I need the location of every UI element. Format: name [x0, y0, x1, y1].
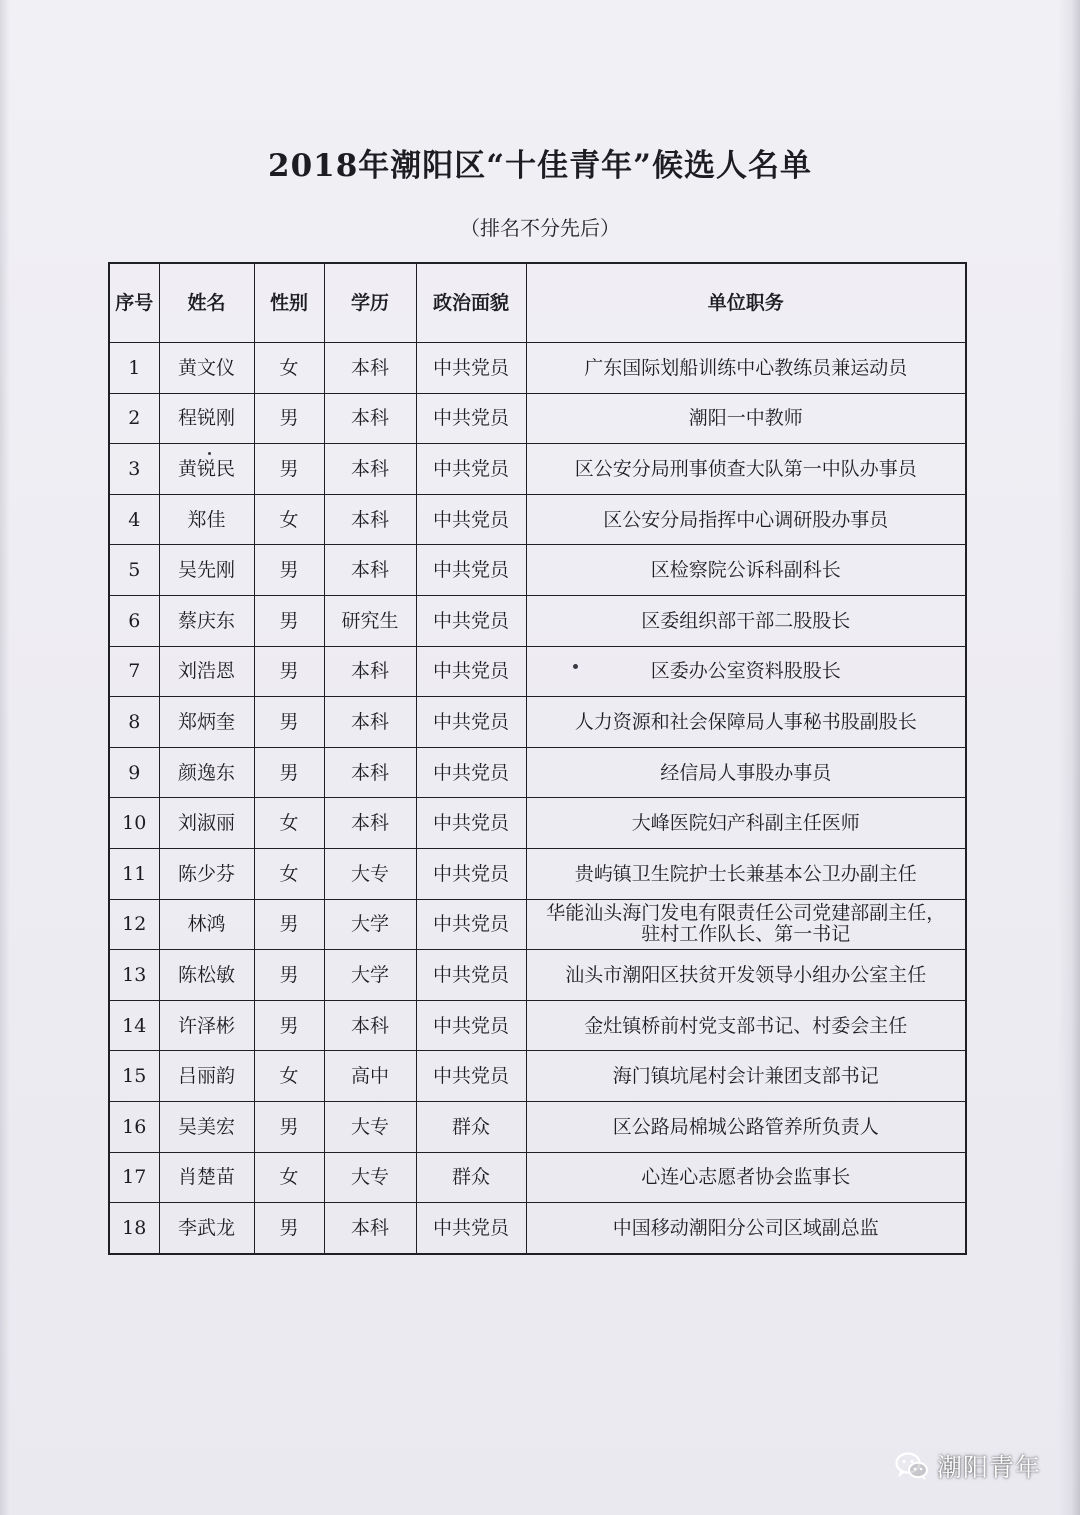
- cell-name: 黄锐民: [159, 444, 254, 495]
- table-row: [109, 343, 966, 394]
- cell-name: 郑佳: [159, 494, 254, 545]
- header-sex: 性别: [254, 263, 324, 343]
- cell-political-status: 中共党员: [416, 595, 526, 646]
- cell-position: 人力资源和社会保障局人事秘书股副股长: [526, 697, 966, 748]
- header-name: 姓名: [159, 263, 254, 343]
- cell-name: 刘淑丽: [159, 798, 254, 849]
- table-row: [109, 1152, 966, 1203]
- cell-education: 大学: [324, 950, 416, 1001]
- cell-political-status: 群众: [416, 1101, 526, 1152]
- table-row: [109, 747, 966, 798]
- cell-position: 潮阳一中教师: [526, 393, 966, 444]
- cell-position: 区公路局棉城公路管养所负责人: [526, 1101, 966, 1152]
- cell-political-status: 中共党员: [416, 697, 526, 748]
- cell-education: 本科: [324, 747, 416, 798]
- cell-name: 刘浩恩: [159, 646, 254, 697]
- cell-sex: 男: [254, 697, 324, 748]
- cell-political-status: 中共党员: [416, 1051, 526, 1102]
- cell-education: 大学: [324, 899, 416, 950]
- table-row: [109, 848, 966, 899]
- table-row: [109, 494, 966, 545]
- table-row: [109, 545, 966, 596]
- table-row: [109, 697, 966, 748]
- cell-name: 黄文仪: [159, 343, 254, 394]
- cell-political-status: 中共党员: [416, 494, 526, 545]
- cell-education: 高中: [324, 1051, 416, 1102]
- cell-political-status: 中共党员: [416, 747, 526, 798]
- cell-position: 广东国际划船训练中心教练员兼运动员: [526, 343, 966, 394]
- cell-name: 蔡庆东: [159, 595, 254, 646]
- header-position: 单位职务: [526, 263, 966, 343]
- header-no: 序号: [109, 263, 159, 343]
- wechat-icon: [895, 1451, 929, 1481]
- cell-education: 本科: [324, 1203, 416, 1254]
- cell-sex: 男: [254, 393, 324, 444]
- cell-position: 区公安分局刑事侦查大队第一中队办事员: [526, 444, 966, 495]
- table-row: [109, 595, 966, 646]
- cell-education: 本科: [324, 494, 416, 545]
- cell-position: 汕头市潮阳区扶贫开发领导小组办公室主任: [526, 950, 966, 1001]
- cell-no: 11: [109, 848, 159, 899]
- cell-political-status: 中共党员: [416, 545, 526, 596]
- cell-sex: 男: [254, 1203, 324, 1254]
- header-political-status: 政治面貌: [416, 263, 526, 343]
- candidate-table: [108, 262, 967, 1255]
- cell-name: 李武龙: [159, 1203, 254, 1254]
- cell-no: 2: [109, 393, 159, 444]
- cell-political-status: 中共党员: [416, 444, 526, 495]
- cell-position: 区委办公室资料股股长: [526, 646, 966, 697]
- cell-no: 14: [109, 1000, 159, 1051]
- cell-no: 4: [109, 494, 159, 545]
- header-education: 学历: [324, 263, 416, 343]
- cell-name: 吕丽韵: [159, 1051, 254, 1102]
- cell-education: 本科: [324, 393, 416, 444]
- cell-position: 海门镇坑尾村会计兼团支部书记: [526, 1051, 966, 1102]
- cell-political-status: 中共党员: [416, 899, 526, 950]
- cell-education: 大专: [324, 1101, 416, 1152]
- cell-sex: 女: [254, 1152, 324, 1203]
- cell-sex: 男: [254, 899, 324, 950]
- cell-position: 区检察院公诉科副科长: [526, 545, 966, 596]
- table-header-row: [109, 263, 966, 343]
- cell-political-status: 中共党员: [416, 343, 526, 394]
- cell-political-status: 中共党员: [416, 1203, 526, 1254]
- cell-no: 16: [109, 1101, 159, 1152]
- cell-sex: 男: [254, 545, 324, 596]
- cell-no: 5: [109, 545, 159, 596]
- cell-position: 中国移动潮阳分公司区域副总监: [526, 1203, 966, 1254]
- cell-sex: 女: [254, 848, 324, 899]
- cell-no: 10: [109, 798, 159, 849]
- cell-no: 13: [109, 950, 159, 1001]
- cell-sex: 男: [254, 747, 324, 798]
- cell-education: 本科: [324, 697, 416, 748]
- table-row: [109, 444, 966, 495]
- table-row: [109, 1000, 966, 1051]
- cell-political-status: 中共党员: [416, 848, 526, 899]
- cell-position: 心连心志愿者协会监事长: [526, 1152, 966, 1203]
- cell-sex: 女: [254, 1051, 324, 1102]
- cell-no: 9: [109, 747, 159, 798]
- table-row: [109, 899, 966, 950]
- cell-position-line-2: 驻村工作队长、第一书记: [641, 923, 851, 946]
- cell-no: 17: [109, 1152, 159, 1203]
- cell-sex: 男: [254, 950, 324, 1001]
- cell-sex: 男: [254, 595, 324, 646]
- cell-sex: 男: [254, 444, 324, 495]
- cell-political-status: 中共党员: [416, 950, 526, 1001]
- cell-no: 15: [109, 1051, 159, 1102]
- cell-sex: 男: [254, 1000, 324, 1051]
- cell-name: 郑炳奎: [159, 697, 254, 748]
- cell-education: 本科: [324, 545, 416, 596]
- cell-education: 本科: [324, 1000, 416, 1051]
- cell-position: 大峰医院妇产科副主任医师: [526, 798, 966, 849]
- cell-political-status: 中共党员: [416, 1000, 526, 1051]
- cell-position: 经信局人事股办事员: [526, 747, 966, 798]
- cell-no: 18: [109, 1203, 159, 1254]
- cell-name: 许泽彬: [159, 1000, 254, 1051]
- table-row: [109, 950, 966, 1001]
- table-row: [109, 798, 966, 849]
- table-row: [109, 393, 966, 444]
- table-row: [109, 1203, 966, 1254]
- cell-education: 大专: [324, 848, 416, 899]
- cell-political-status: 中共党员: [416, 393, 526, 444]
- cell-political-status: 群众: [416, 1152, 526, 1203]
- cell-education: 研究生: [324, 595, 416, 646]
- cell-name: 吴美宏: [159, 1101, 254, 1152]
- wechat-watermark: [895, 1446, 1041, 1486]
- cell-sex: 男: [254, 1101, 324, 1152]
- cell-political-status: 中共党员: [416, 798, 526, 849]
- cell-education: 大专: [324, 1152, 416, 1203]
- cell-name: 陈松敏: [159, 950, 254, 1001]
- cell-no: 3: [109, 444, 159, 495]
- table-row: [109, 1051, 966, 1102]
- cell-no: 1: [109, 343, 159, 394]
- cell-name: 肖楚苗: [159, 1152, 254, 1203]
- cell-no: 8: [109, 697, 159, 748]
- cell-position: 区公安分局指挥中心调研股办事员: [526, 494, 966, 545]
- watermark-text: 潮阳青年: [937, 1453, 1042, 1482]
- cell-political-status: 中共党员: [416, 646, 526, 697]
- cell-sex: 女: [254, 494, 324, 545]
- cell-name: 颜逸东: [159, 747, 254, 798]
- cell-education: 本科: [324, 444, 416, 495]
- table-row: [109, 646, 966, 697]
- cell-no: 7: [109, 646, 159, 697]
- cell-name: 林鸿: [159, 899, 254, 950]
- cell-sex: 女: [254, 798, 324, 849]
- table-row: [109, 1101, 966, 1152]
- cell-position: 区委组织部干部二股股长: [526, 595, 966, 646]
- cell-position: 金灶镇桥前村党支部书记、村委会主任: [526, 1000, 966, 1051]
- cell-education: 本科: [324, 798, 416, 849]
- cell-education: 本科: [324, 343, 416, 394]
- cell-name: 吴先刚: [159, 545, 254, 596]
- cell-sex: 男: [254, 646, 324, 697]
- cell-position: [526, 899, 966, 950]
- cell-position-line-1: 华能汕头海门发电有限责任公司党建部副主任，: [546, 902, 946, 925]
- cell-no: 12: [109, 899, 159, 950]
- cell-education: 本科: [324, 646, 416, 697]
- cell-sex: 女: [254, 343, 324, 394]
- cell-name: 陈少芬: [159, 848, 254, 899]
- cell-name: 程锐刚: [159, 393, 254, 444]
- document-title: 2018年潮阳区“十佳青年”候选人名单: [268, 148, 812, 184]
- cell-position: 贵屿镇卫生院护士长兼基本公卫办副主任: [526, 848, 966, 899]
- cell-no: 6: [109, 595, 159, 646]
- document-subtitle: （排名不分先后）: [460, 216, 620, 240]
